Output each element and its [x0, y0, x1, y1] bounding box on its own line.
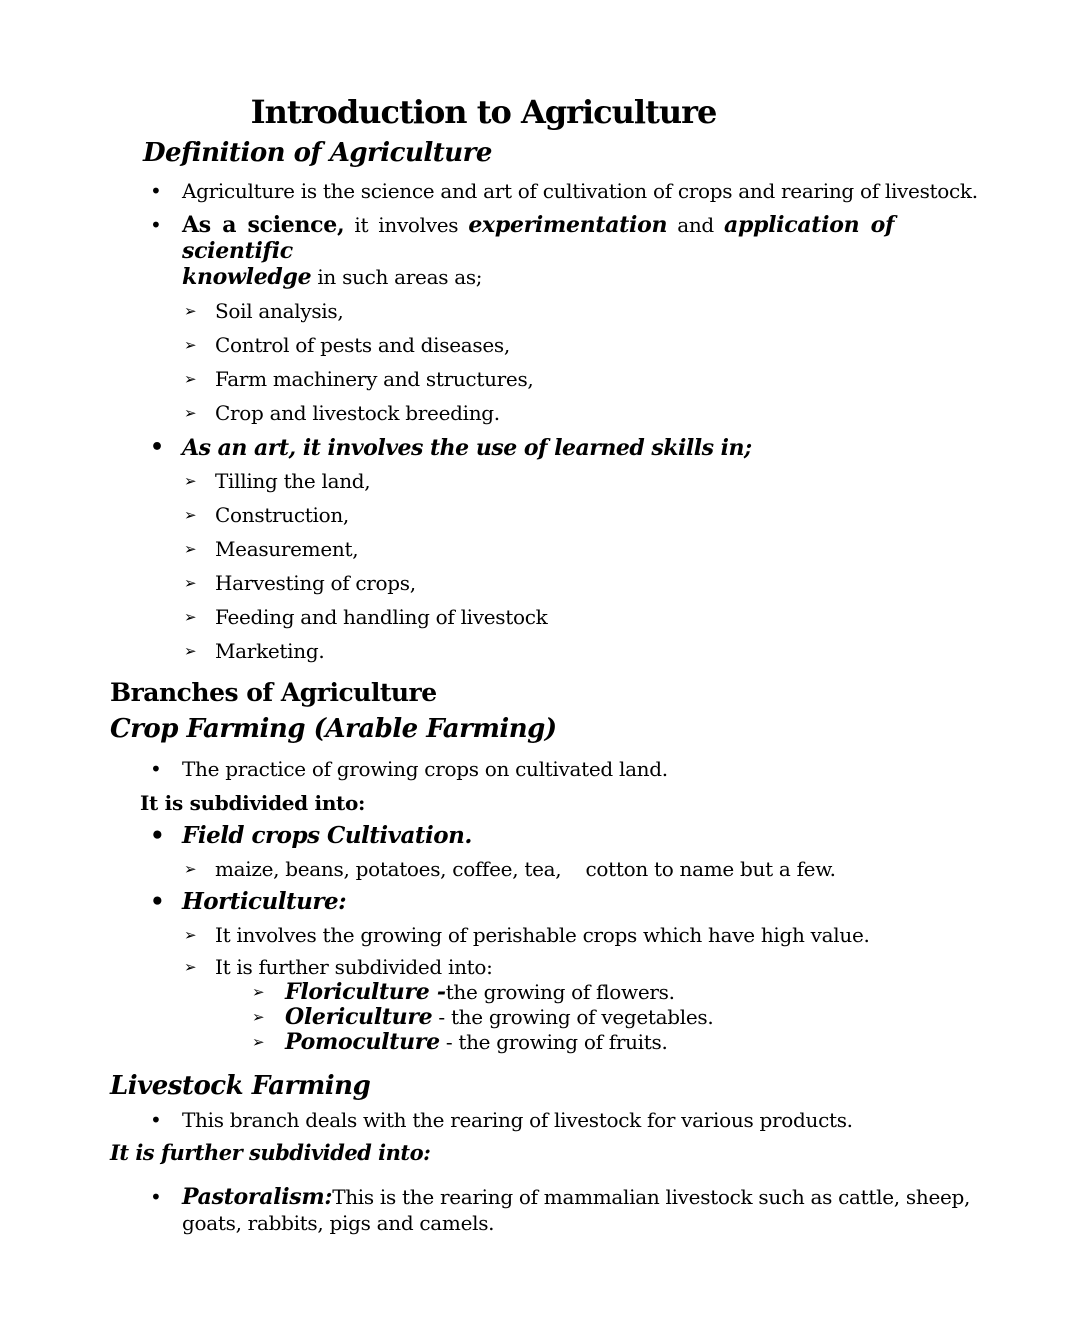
arrow-bullet-icon: ➢ [184, 370, 197, 388]
arrow-bullet-icon: ➢ [252, 1008, 265, 1026]
list-item [110, 536, 987, 562]
subdivided-label: It is subdivided into: [140, 791, 366, 815]
list-item [110, 1107, 987, 1133]
floriculture-term: Floriculture - [285, 979, 446, 1005]
knowledge-run: knowledge [182, 264, 312, 290]
list-item [110, 570, 987, 596]
page-title: Introduction to Agriculture [250, 93, 717, 131]
arrow-bullet-icon: ➢ [184, 642, 197, 660]
arrow-bullet-icon: ➢ [252, 983, 265, 1001]
list-item [110, 604, 987, 630]
list-item [110, 178, 987, 204]
pastoralism-term: Pastoralism: [182, 1184, 333, 1210]
arrow-bullet-icon: ➢ [252, 1033, 265, 1051]
bullet-icon: • [150, 1185, 162, 1209]
definition-intro-text: Agriculture is the science and art of cultivation of crops and rearing of livestock. [182, 179, 978, 203]
arrow-bullet-icon: ➢ [184, 860, 197, 878]
pomoculture-desc: - the growing of fruits. [439, 1030, 668, 1054]
olericulture-term: Olericulture [285, 1004, 433, 1030]
art-skill-text: Feeding and handling of livestock [215, 605, 548, 629]
science-area-text: Crop and livestock breeding. [215, 401, 500, 425]
list-item [110, 888, 987, 916]
bullet-icon: • [150, 823, 165, 849]
bullet-icon: • [150, 1108, 162, 1132]
pomoculture-term: Pomoculture [285, 1029, 440, 1055]
bullet-icon: • [150, 435, 164, 460]
horticulture-point-text: It involves the growing of perishable crops which have high value. [215, 923, 870, 947]
art-skill-text: Measurement, [215, 537, 359, 561]
experimentation-run: experimentation [468, 212, 668, 238]
list-item [110, 822, 987, 850]
list-item [110, 332, 987, 358]
arrow-bullet-icon: ➢ [184, 506, 197, 524]
science-area-text: Soil analysis, [215, 299, 344, 323]
list-item [110, 212, 987, 290]
art-skill-text: Marketing. [215, 639, 325, 663]
science-area-text: Control of pests and diseases, [215, 333, 510, 357]
list-item [110, 1184, 987, 1236]
list-item [110, 756, 987, 782]
list-item [110, 468, 987, 494]
field-crops-examples: maize, beans, potatoes, coffee, tea, cotton to name but a few. [215, 857, 836, 881]
bullet-icon: • [150, 889, 165, 915]
heading-branches-of-agriculture: Branches of Agriculture [110, 678, 437, 707]
further-subdivided-label: It is further subdivided into: [110, 1140, 431, 1165]
list-item [110, 954, 987, 980]
bullet-icon: • [150, 757, 162, 781]
list-item [110, 980, 987, 1005]
heading-livestock-farming: Livestock Farming [110, 1071, 371, 1101]
list-item [110, 1030, 987, 1055]
field-crops-heading: Field crops Cultivation. [182, 822, 472, 849]
bullet-icon: • [150, 179, 162, 203]
arrow-bullet-icon: ➢ [184, 958, 197, 976]
arrow-bullet-icon: ➢ [184, 540, 197, 558]
in-such-areas-run: in such areas as; [311, 265, 483, 289]
list-item [110, 1005, 987, 1030]
and-run: and [667, 213, 724, 237]
arrow-bullet-icon: ➢ [184, 302, 197, 320]
list-item [110, 502, 987, 528]
list-item [110, 922, 987, 948]
art-skill-text: Construction, [215, 503, 349, 527]
list-item [110, 400, 987, 426]
olericulture-desc: - the growing of vegetables. [432, 1005, 714, 1029]
arrow-bullet-icon: ➢ [184, 336, 197, 354]
science-area-text: Farm machinery and structures, [215, 367, 534, 391]
list-item [110, 856, 987, 882]
livestock-bullet-text: This branch deals with the rearing of livestock for various products. [182, 1108, 853, 1132]
list-item [110, 638, 987, 664]
arrow-bullet-icon: ➢ [184, 472, 197, 490]
heading-crop-farming: Crop Farming (Arable Farming) [110, 714, 557, 744]
science-line-1 [182, 213, 894, 263]
it-involves-run: it involves [344, 213, 469, 237]
application-run: application of scientific [182, 212, 895, 264]
as-an-art-text: As an art, it involves the use of learned skills in; [182, 435, 752, 461]
bullet-icon: • [150, 213, 162, 237]
list-item [110, 434, 987, 462]
horticulture-heading: Horticulture: [182, 888, 347, 915]
pastoralism-desc: This is the rearing of mammalian livestock such as cattle, sheep, goats, rabbits, pigs and camels. [182, 1185, 971, 1235]
art-skill-text: Tilling the land, [215, 469, 371, 493]
list-item [110, 366, 987, 392]
art-skill-text: Harvesting of crops, [215, 571, 416, 595]
arrow-bullet-icon: ➢ [184, 608, 197, 626]
list-item [110, 298, 987, 324]
arrow-bullet-icon: ➢ [184, 926, 197, 944]
horticulture-point-text: It is further subdivided into: [215, 955, 493, 979]
heading-definition-of-agriculture: Definition of Agriculture [143, 138, 492, 168]
arrow-bullet-icon: ➢ [184, 404, 197, 422]
as-a-science-run: As a science, [182, 212, 345, 238]
arrow-bullet-icon: ➢ [184, 574, 197, 592]
crop-practice-text: The practice of growing crops on cultivated land. [182, 757, 668, 781]
floriculture-desc: the growing of flowers. [445, 980, 675, 1004]
